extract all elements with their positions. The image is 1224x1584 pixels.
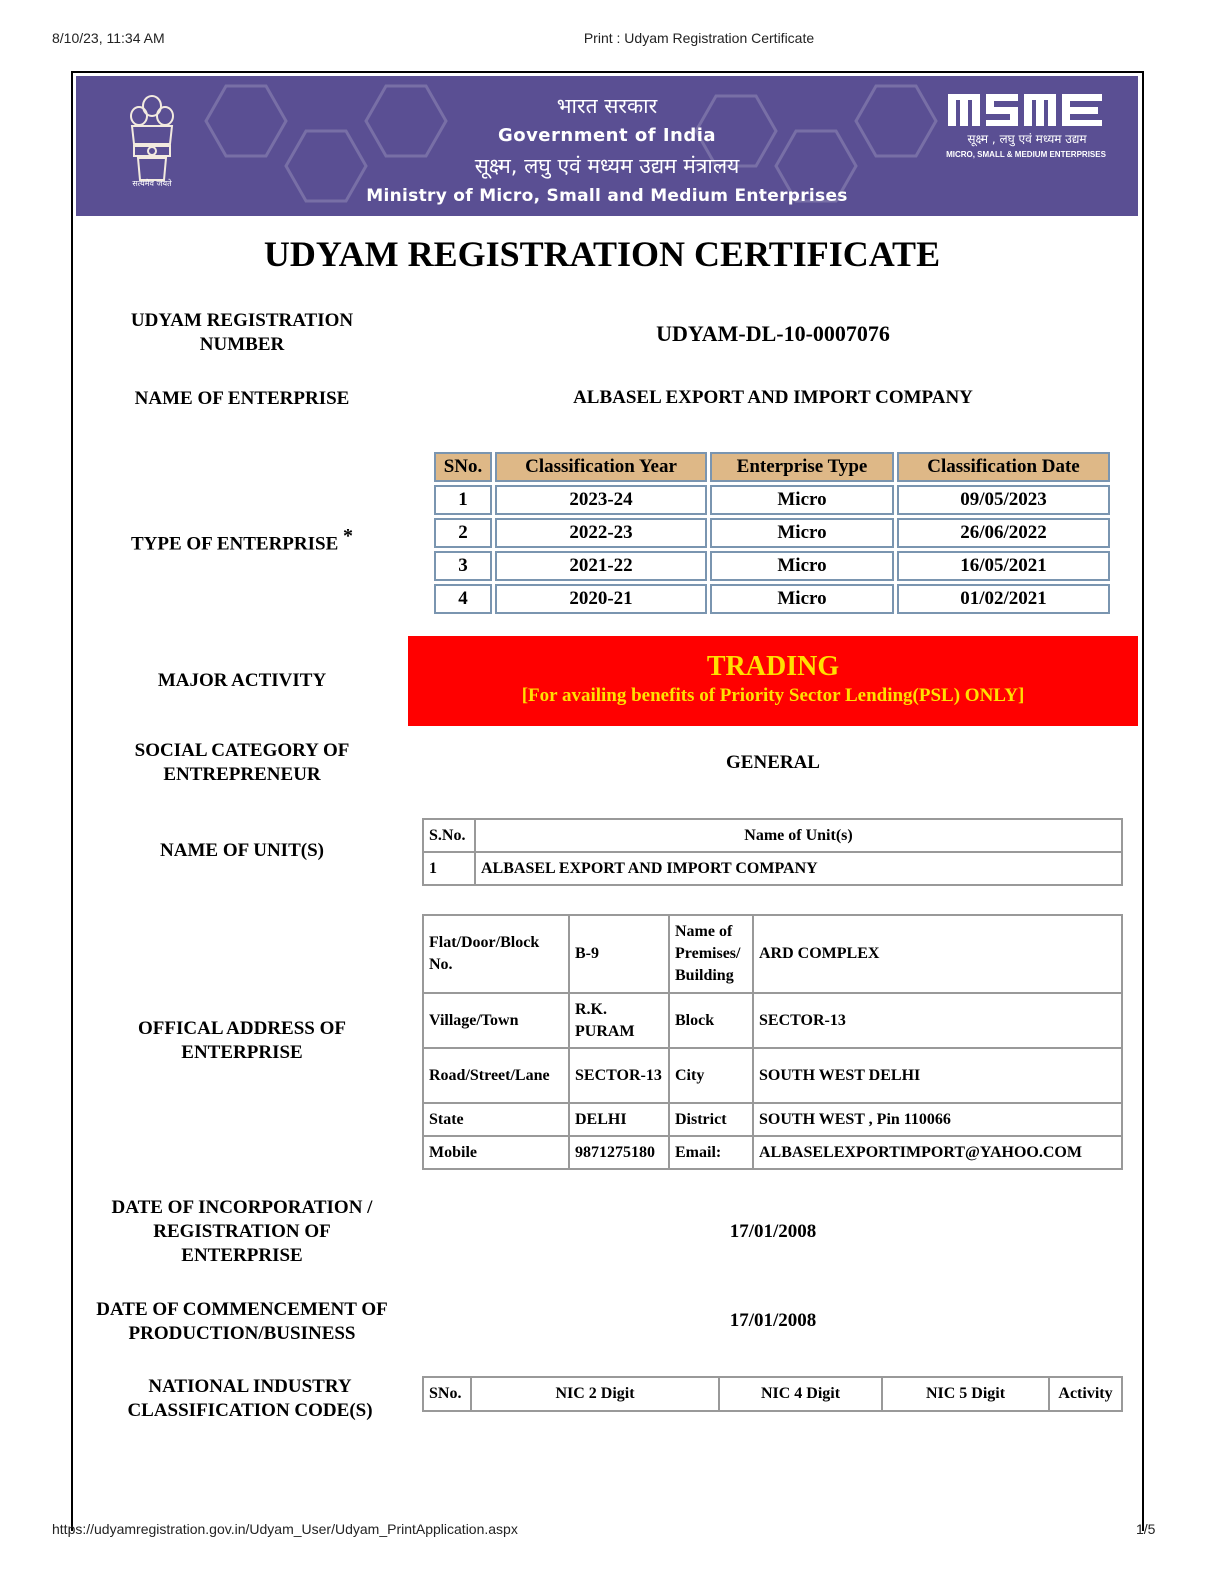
address-label: OFFICAL ADDRESS OF ENTERPRISE (138, 1018, 346, 1063)
commencement-date-label: DATE OF COMMENCEMENT OF PRODUCTION/BUSINESS (96, 1299, 388, 1344)
column-header: Enterprise Type (710, 452, 894, 482)
table-row (423, 993, 1122, 1048)
table-header-row (423, 1377, 1122, 1411)
registration-number-value: UDYAM-DL-10-0007076 (656, 321, 890, 346)
table-header-row (434, 452, 1110, 482)
table-cell: 2021-22 (495, 551, 707, 581)
table-cell: 4 (434, 584, 492, 614)
mobile-value: 9871275180 (569, 1136, 669, 1169)
psl-note: [For availing benefits of Priority Sector Lending(PSL) ONLY] (521, 685, 1025, 706)
column-header: S.No. (423, 819, 475, 852)
table-cell: Micro (710, 518, 894, 548)
msme-english-tagline: MICRO, SMALL & MEDIUM ENTERPRISES (946, 150, 1106, 159)
table-cell: 16/05/2021 (897, 551, 1110, 581)
incorporation-date-value: 17/01/2008 (729, 1221, 817, 1242)
flat-label: Flat/Door/Block No. (423, 915, 569, 993)
district-value: SOUTH WEST , Pin 110066 (753, 1103, 1122, 1136)
table-cell: ALBASEL EXPORT AND IMPORT COMPANY (475, 852, 1122, 885)
banner-hindi-government: भारत सरकार (556, 94, 658, 118)
table-row (434, 518, 1110, 548)
table-cell: 3 (434, 551, 492, 581)
government-banner (76, 76, 1138, 216)
city-value: SOUTH WEST DELHI (753, 1048, 1122, 1103)
enterprise-type-asterisk: * (343, 525, 354, 547)
state-label: State (423, 1103, 569, 1136)
table-row (423, 852, 1122, 885)
table-row (423, 915, 1122, 993)
table-cell: 2 (434, 518, 492, 548)
address-table (422, 914, 1123, 1170)
table-header-row (423, 819, 1122, 852)
print-title: Print : Udyam Registration Certificate (583, 30, 815, 46)
major-activity-label: MAJOR ACTIVITY (157, 670, 327, 691)
village-value: R.K. PURAM (569, 993, 669, 1048)
emblem-caption: सत्यमेव जयते (132, 179, 172, 188)
enterprise-name-value: ALBASEL EXPORT AND IMPORT COMPANY (573, 387, 973, 408)
table-cell: Micro (710, 584, 894, 614)
msme-logo-icon (946, 90, 1106, 130)
enterprise-type-label-text: TYPE OF ENTERPRISE (130, 533, 339, 555)
city-label: City (669, 1048, 753, 1103)
flat-value: B-9 (569, 915, 669, 993)
table-cell: Micro (710, 551, 894, 581)
table-row (423, 1136, 1122, 1169)
block-value: SECTOR-13 (753, 993, 1122, 1048)
certificate-title: UDYAM REGISTRATION CERTIFICATE (263, 234, 941, 274)
registration-number-label: UDYAM REGISTRATION NUMBER (130, 310, 354, 355)
commencement-date-value: 17/01/2008 (729, 1310, 817, 1331)
banner-ministry-name: Ministry of Micro, Small and Medium Enterprises (366, 186, 848, 206)
table-row (434, 584, 1110, 614)
email-value: ALBASELEXPORTIMPORT@YAHOO.COM (753, 1136, 1122, 1169)
nic-label: NATIONAL INDUSTRY CLASSIFICATION CODE(S) (127, 1376, 373, 1421)
print-page-number: 1/5 (1136, 1521, 1156, 1537)
block-label: Block (669, 993, 753, 1048)
print-datetime: 8/10/23, 11:34 AM (52, 30, 165, 46)
banner-government-of-india: Government of India (497, 125, 717, 146)
table-cell: 09/05/2023 (897, 485, 1110, 515)
major-activity-value: TRADING (706, 651, 840, 682)
table-cell: 1 (423, 852, 475, 885)
table-row (423, 1103, 1122, 1136)
column-header: Classification Year (495, 452, 707, 482)
table-cell: 2022-23 (495, 518, 707, 548)
incorporation-date-label: DATE OF INCORPORATION / REGISTRATION OF ENTERPRISE (111, 1197, 373, 1266)
state-value: DELHI (569, 1103, 669, 1136)
column-header: Activity (1049, 1377, 1122, 1411)
district-label: District (669, 1103, 753, 1136)
table-cell: 01/02/2021 (897, 584, 1110, 614)
column-header: SNo. (423, 1377, 471, 1411)
nic-table (422, 1376, 1123, 1412)
enterprise-name-label: NAME OF ENTERPRISE (134, 388, 350, 409)
units-label: NAME OF UNIT(S) (160, 840, 324, 861)
table-cell: Micro (710, 485, 894, 515)
enterprise-type-label (96, 524, 388, 556)
premises-value: ARD COMPLEX (753, 915, 1122, 993)
table-cell: 2023-24 (495, 485, 707, 515)
village-label: Village/Town (423, 993, 569, 1048)
road-value: SECTOR-13 (569, 1048, 669, 1103)
banner-hindi-ministry: सूक्ष्म, लघु एवं मध्यम उद्यम मंत्रालय (474, 154, 740, 178)
column-header: SNo. (434, 452, 492, 482)
column-header: Name of Unit(s) (475, 819, 1122, 852)
column-header: NIC 2 Digit (471, 1377, 719, 1411)
print-url: https://udyamregistration.gov.in/Udyam_User/Udyam_PrintApplication.aspx (52, 1521, 518, 1537)
msme-hindi-tagline: सूक्ष्म , लघु एवं मध्यम उद्यम (967, 132, 1087, 146)
column-header: Classification Date (897, 452, 1110, 482)
mobile-label: Mobile (423, 1136, 569, 1169)
email-label: Email: (669, 1136, 753, 1169)
column-header: NIC 4 Digit (719, 1377, 882, 1411)
classification-table (431, 449, 1113, 617)
table-cell: 1 (434, 485, 492, 515)
table-cell: 26/06/2022 (897, 518, 1110, 548)
table-row (434, 551, 1110, 581)
road-label: Road/Street/Lane (423, 1048, 569, 1103)
units-table (422, 818, 1123, 886)
table-row (423, 1048, 1122, 1103)
premises-label: Name of Premises/ Building (669, 915, 753, 993)
table-cell: 2020-21 (495, 584, 707, 614)
social-category-label: SOCIAL CATEGORY OF ENTREPRENEUR (134, 740, 350, 785)
table-row (434, 485, 1110, 515)
column-header: NIC 5 Digit (882, 1377, 1049, 1411)
major-activity-banner (408, 636, 1138, 726)
social-category-value: GENERAL (726, 752, 820, 773)
